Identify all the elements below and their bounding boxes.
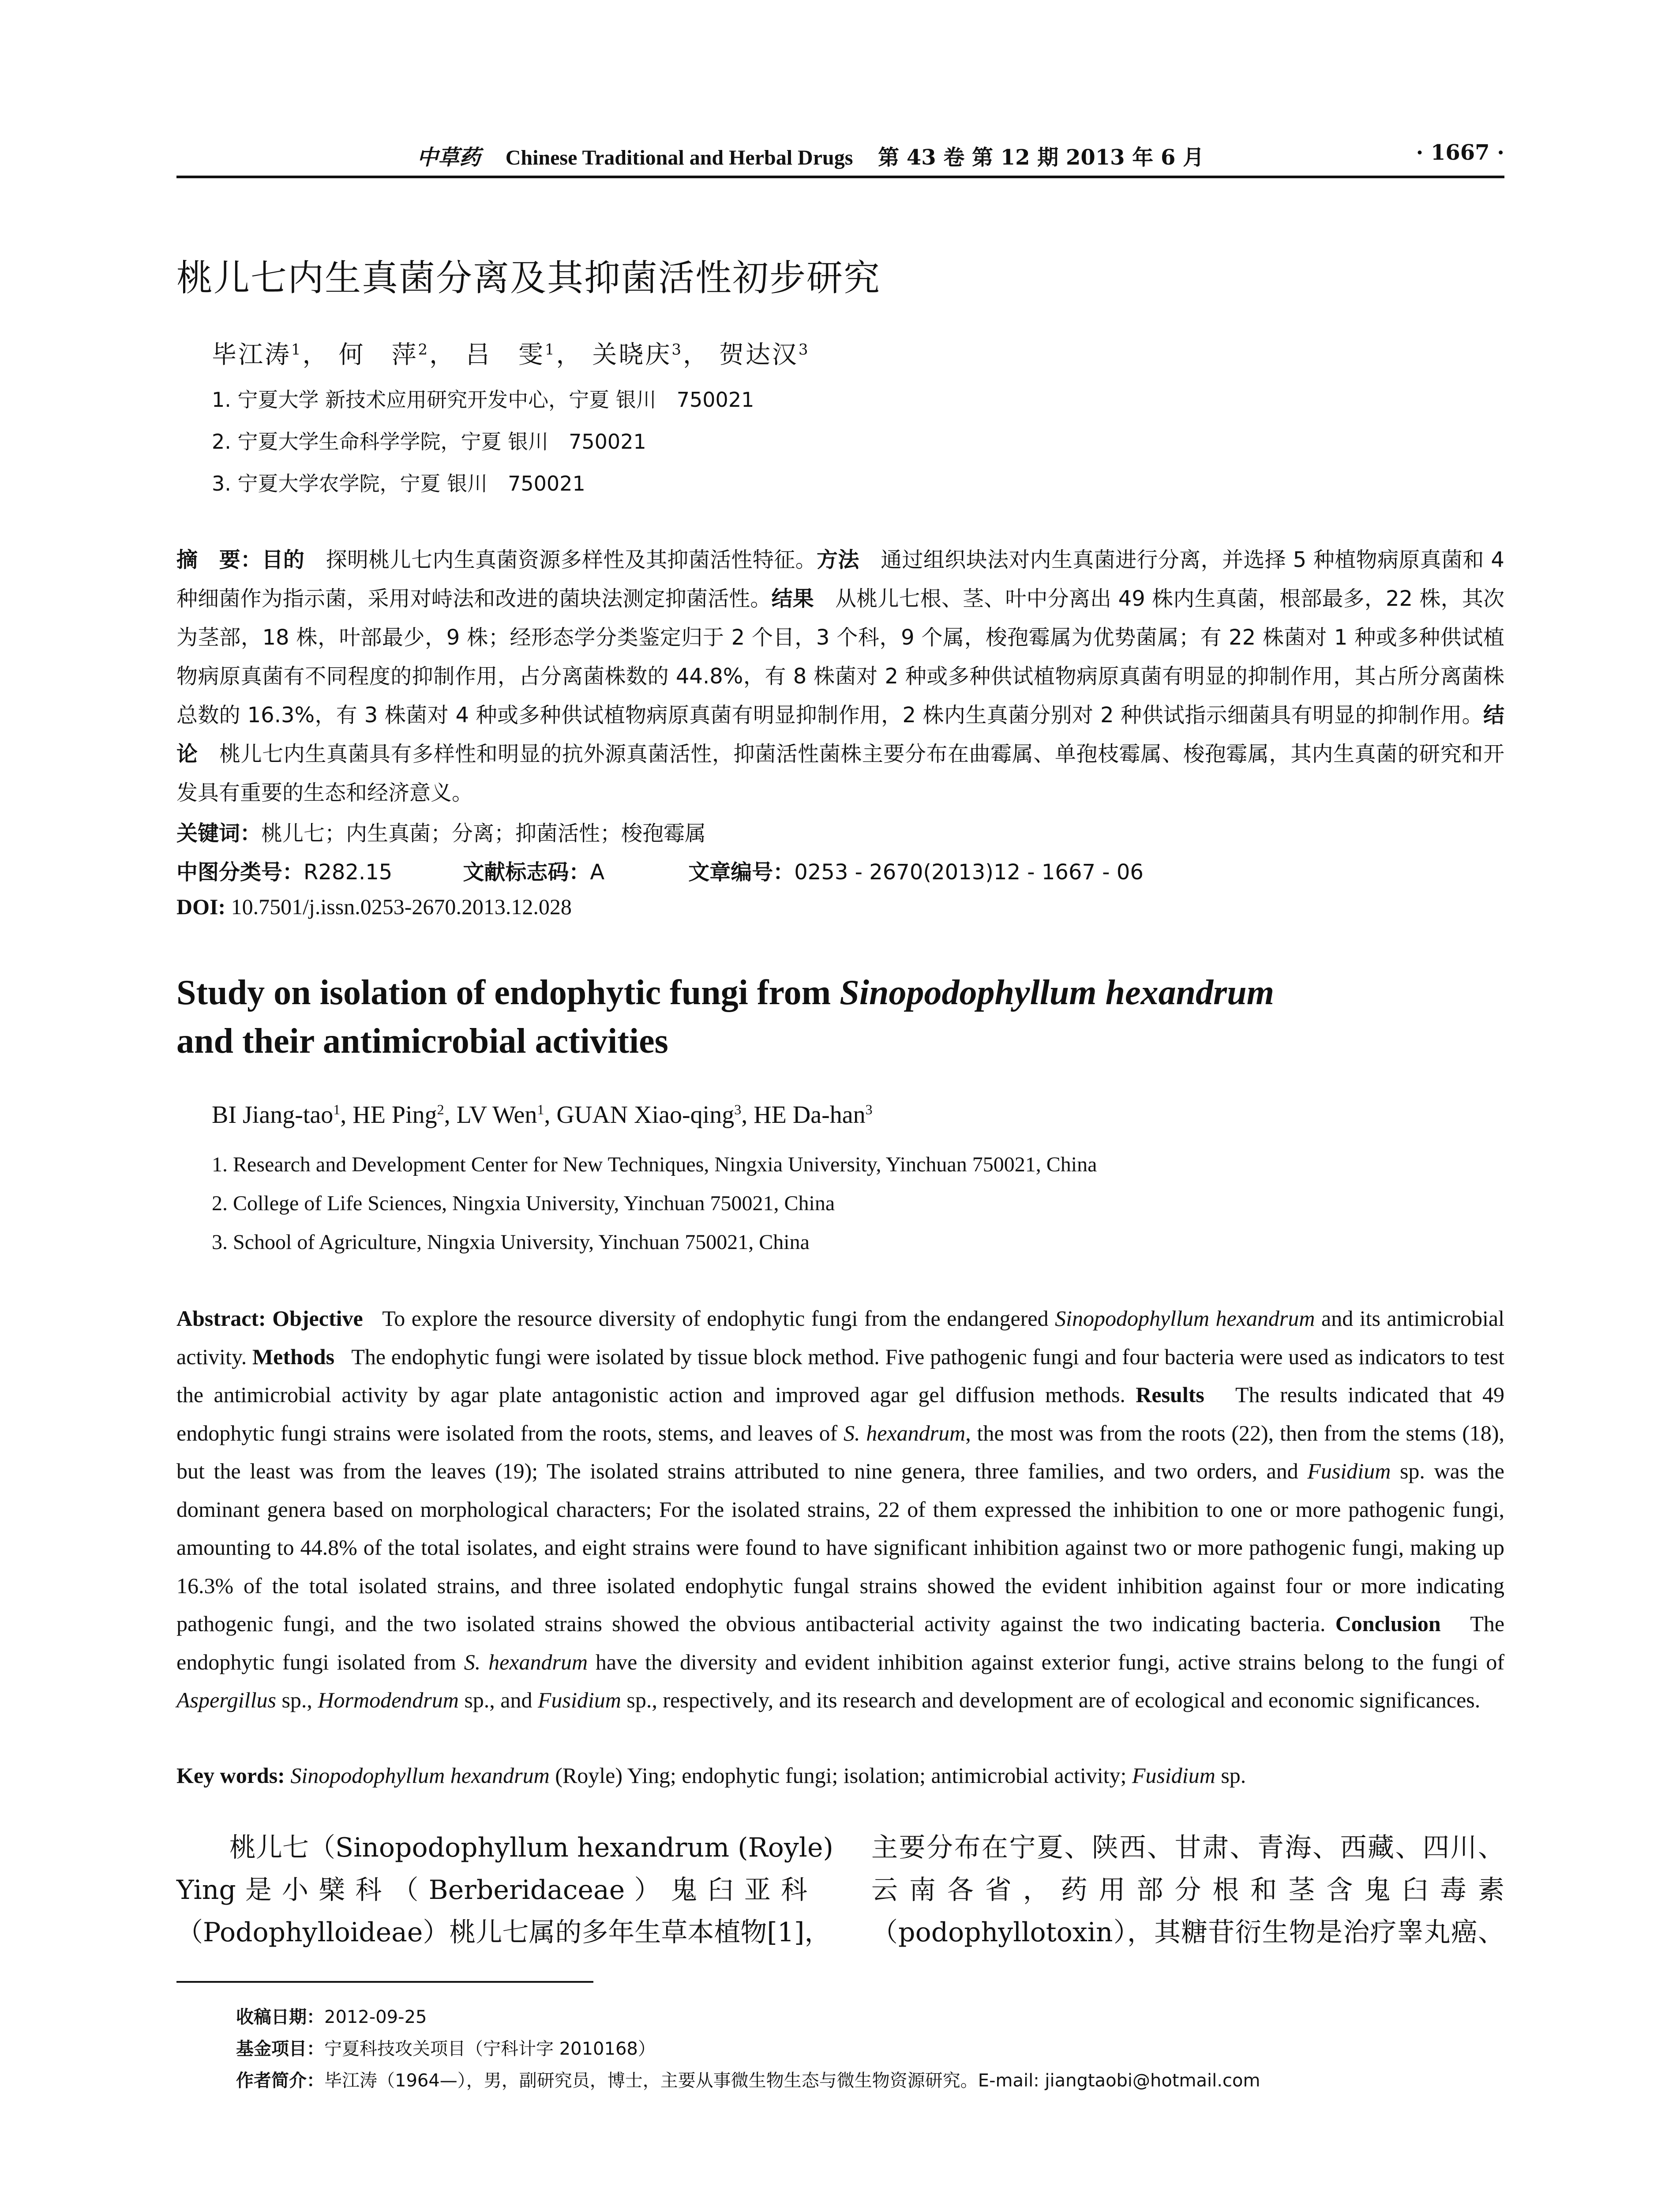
- cn-author-sup: 2: [418, 341, 430, 359]
- body-line: （podophyllotoxin），其糖苷衍生物是治疗睾丸癌、: [871, 1917, 1504, 1948]
- en-keywords-label: Key words:: [176, 1763, 285, 1788]
- cn-author: 何 萍: [338, 341, 418, 369]
- cn-classification: [176, 855, 1144, 885]
- en-author-sup: 2: [437, 1101, 444, 1118]
- en-title-part: Study on isolation of endophytic fungi from: [176, 973, 840, 1012]
- en-keyword-species: Sinopodophyllum hexandrum: [290, 1763, 550, 1788]
- clc-value: R282.15: [304, 860, 393, 885]
- en-genus: Hormodendrum: [318, 1688, 459, 1712]
- en-objective-text: and its antimicrobial activity.: [176, 1306, 1505, 1369]
- cn-results-label: 结果: [771, 586, 814, 611]
- footnote-text: 毕江涛（1964—），男，副研究员，博士，主要从事微生物生态与微生物资源研究。E-mail: jiangtaobi@hotmail.com: [324, 2071, 1260, 2091]
- cn-author: 贺达汉: [719, 341, 799, 369]
- cn-results-text: 从桃儿七根、茎、叶中分离出 49 株内生真菌，根部最多，22 株，其次为茎部，18 株，叶部最少，9 株；经形态学分类鉴定归于 2 个目，3 个科，9 个属，梭孢霉属为优势菌属；有 22 株菌对 1 种或多种供试植物病原真菌有不同程度的抑制作用，占分离菌株数的 44.8%，有 8 株菌对 2 种或多种供试植物病原真菌有明显的抑制作用，其占所分离菌株总数的 16.3%，有 3 株菌对 4 种或多种供试植物病原真菌有明显抑制作用，2 株内生真菌分别对 2 种供试指示细菌具有明显的抑制作用。: [176, 586, 1504, 728]
- body-line: 云 南 各 省 ， 药 用 部 分 根 和 茎 含 鬼 臼 毒 素: [871, 1875, 1504, 1906]
- en-results-text: sp. was the dominant genera based on morphological characters; For the isolated strains, 22 of them expressed the inhibition to one or more pathogenic fungi, amounting to 44.8% of the total isolates, and eight strains were found to have significant inhibition against two or more pathogenic fungi, making up 16.3% of the total isolated strains, and three isolated endophytic fungal strains showed the evident inhibition against four or more indicating pathogenic fungi, and the two isolated strains showed the obvious antibacterial activity against the two indicating bacteria.: [176, 1459, 1504, 1636]
- en-genus: Fusidium: [1307, 1459, 1391, 1483]
- cn-objective-text: 探明桃儿七内生真菌资源多样性及其抑菌活性特征。: [326, 548, 817, 572]
- cn-title: 桃儿七内生真菌分离及其抑菌活性初步研究: [176, 257, 881, 299]
- en-author: HE Da-han: [754, 1101, 866, 1129]
- doi-value: 10.7501/j.issn.0253-2670.2013.12.028: [231, 894, 572, 919]
- en-conclusion-label: Conclusion: [1335, 1611, 1441, 1636]
- article-no-label: 文章编号：: [688, 860, 795, 885]
- footnote-received: [236, 2003, 427, 2028]
- en-affiliation-2: 2. College of Life Sciences, Ningxia University, Yinchuan 750021, China: [212, 1192, 835, 1215]
- en-species: S. hexandrum: [464, 1649, 588, 1674]
- footnote-label: 收稿日期：: [236, 2007, 324, 2027]
- body-line: 主要分布在宁夏、陕西、甘肃、青海、西藏、四川、: [871, 1832, 1504, 1863]
- page-number: · 1667 ·: [1416, 140, 1504, 165]
- en-title: [176, 968, 1504, 1065]
- body-line: 桃儿七（Sinopodophyllum hexandrum (Royle): [229, 1832, 833, 1863]
- cn-author-sup: 3: [671, 341, 683, 359]
- en-author: BI Jiang-tao: [212, 1101, 334, 1129]
- en-author-sup: 1: [333, 1101, 341, 1118]
- en-author-sup: 3: [865, 1101, 873, 1118]
- en-author-sup: 1: [537, 1101, 544, 1118]
- body-line: （Podophylloideae）桃儿七属的多年生草本植物[1]，: [176, 1917, 831, 1948]
- en-title-line2: and their antimicrobial activities: [176, 1022, 668, 1061]
- en-abstract: [176, 1299, 1504, 1719]
- cn-author: 毕江涛: [212, 341, 291, 369]
- body-column-left: [176, 1827, 833, 1954]
- article-no-value: 0253 - 2670(2013)12 - 1667 - 06: [794, 860, 1144, 885]
- cn-keywords-label: 关键词：: [176, 821, 262, 846]
- en-author: LV Wen: [456, 1101, 537, 1129]
- en-genus: Fusidium: [538, 1688, 621, 1712]
- en-results-text: , the most was from the roots (22), then from the stems (18), but the least was from the leaves (19); The isolated strains attributed to nine genera, three families, and two orders, and: [176, 1420, 1505, 1483]
- en-keywords-text: (Royle) Ying; endophytic fungi; isolation; antimicrobial activity;: [549, 1763, 1132, 1788]
- en-species: S. hexandrum: [843, 1420, 966, 1445]
- cn-abstract-label: 摘 要：: [176, 548, 262, 572]
- en-genus: Aspergillus: [176, 1688, 276, 1712]
- clc-label: 中图分类号：: [176, 860, 304, 885]
- footnote-author-bio: [236, 2067, 1260, 2092]
- cn-abstract: [176, 540, 1504, 812]
- en-authors: BI Jiang-tao$^1$, HE Ping$^2$, LV Wen$^1$, GUAN Xiao-qing$^3$, HE Da-han$^3$: [212, 1101, 873, 1129]
- cn-affiliation-3: 3. 宁夏大学农学院，宁夏 银川 750021: [212, 472, 585, 495]
- cn-author-sup: 3: [798, 341, 810, 359]
- cn-conclusion-text: 桃儿七内生真菌具有多样性和明显的抗外源真菌活性，抑菌活性菌株主要分布在曲霉属、单孢枝霉属、梭孢霉属，其内生真菌的研究和开发具有重要的生态和经济意义。: [176, 742, 1504, 805]
- en-keyword-genus: Fusidium: [1132, 1763, 1215, 1788]
- footnote-text: 宁夏科技攻关项目（宁科计字 2010168）: [324, 2039, 656, 2059]
- cn-affiliation-1: 1. 宁夏大学 新技术应用研究开发中心，宁夏 银川 750021: [212, 388, 754, 412]
- cn-author-sup: 1: [291, 341, 303, 359]
- doi-label: DOI:: [176, 894, 226, 919]
- journal-name-en: Chinese Traditional and Herbal Drugs: [505, 146, 853, 169]
- cn-author-sup: 1: [544, 341, 556, 359]
- en-results-label: Results: [1136, 1382, 1204, 1407]
- doc-code-value: A: [590, 860, 605, 885]
- en-methods-label: Methods: [252, 1344, 335, 1369]
- cn-conclusion-label: 结论: [176, 703, 1504, 766]
- footnote-label: 作者简介：: [236, 2071, 324, 2091]
- en-author: HE Ping: [352, 1101, 437, 1129]
- en-author: GUAN Xiao-qing: [556, 1101, 735, 1129]
- cn-author: 吕 雯: [465, 341, 545, 369]
- en-affiliation-1: 1. Research and Development Center for New Techniques, Ningxia University, Yinchuan 750021, China: [212, 1153, 1097, 1176]
- en-conclusion-text: sp., respectively, and its research and development are of ecological and economic significances.: [621, 1688, 1481, 1712]
- cn-keywords: [176, 816, 706, 847]
- cn-author: 关晓庆: [592, 341, 672, 369]
- cn-authors: 毕江涛$^1$， 何 萍$^2$， 吕 雯$^1$， 关晓庆$^3$， 贺达汉$^3$: [212, 341, 810, 369]
- footnote-label: 基金项目：: [236, 2039, 324, 2059]
- footnote-rule: [176, 1981, 593, 1983]
- issue-info: 第 43 卷 第 12 期 2013 年 6 月: [878, 145, 1204, 170]
- doc-code-label: 文献标志码：: [463, 860, 590, 885]
- en-species: Sinopodophyllum hexandrum: [1055, 1306, 1315, 1331]
- en-conclusion-text: have the diversity and evident inhibition against exterior fungi, active strains belong to the fungi of: [588, 1649, 1504, 1674]
- en-conclusion-text: The endophytic fungi isolated from: [176, 1611, 1505, 1674]
- journal-name-cn: 中草药: [417, 145, 481, 170]
- en-author-sup: 3: [734, 1101, 742, 1118]
- body-line: Ying 是 小 檗 科 （ Berberidaceae ） 鬼 臼 亚 科: [176, 1875, 807, 1906]
- running-header: [176, 140, 1504, 178]
- en-objective-text: To explore the resource diversity of endophytic fungi from the endangered: [382, 1306, 1055, 1331]
- cn-keywords-text: 桃儿七；内生真菌；分离；抑菌活性；梭孢霉属: [261, 821, 706, 846]
- body-column-right: [871, 1827, 1504, 1954]
- cn-affiliation-2: 2. 宁夏大学生命科学学院，宁夏 银川 750021: [212, 430, 646, 454]
- cn-methods-label: 方法: [817, 548, 859, 572]
- en-conclusion-text: sp., and: [458, 1688, 538, 1712]
- en-abstract-label: Abstract: Objective: [176, 1306, 363, 1331]
- header-center: [417, 140, 1204, 171]
- en-results-text: The results indicated that 49 endophytic fungi strains were isolated from the roots, stems, and leaves of: [176, 1382, 1504, 1445]
- footnote-funding: [236, 2035, 656, 2060]
- doi-line: [176, 894, 572, 919]
- en-methods-text: The endophytic fungi were isolated by tissue block method. Five pathogenic fungi and four bacteria were used as indicators to test the antimicrobial activity by agar plate antagonistic action and improved agar gel diffusion methods.: [176, 1344, 1505, 1407]
- en-conclusion-text: sp.,: [276, 1688, 318, 1712]
- en-keywords: [176, 1763, 1504, 1788]
- en-affiliation-3: 3. School of Agriculture, Ningxia University, Yinchuan 750021, China: [212, 1231, 810, 1254]
- en-keywords-text: sp.: [1215, 1763, 1246, 1788]
- en-title-species: Sinopodophyllum hexandrum: [840, 973, 1274, 1012]
- footnote-text: 2012-09-25: [324, 2007, 427, 2027]
- cn-objective-label: 目的: [262, 548, 305, 572]
- cn-methods-text: 通过组织块法对内生真菌进行分离，并选择 5 种植物病原真菌和 4 种细菌作为指示菌，采用对峙法和改进的菌块法测定抑菌活性。: [176, 548, 1504, 611]
